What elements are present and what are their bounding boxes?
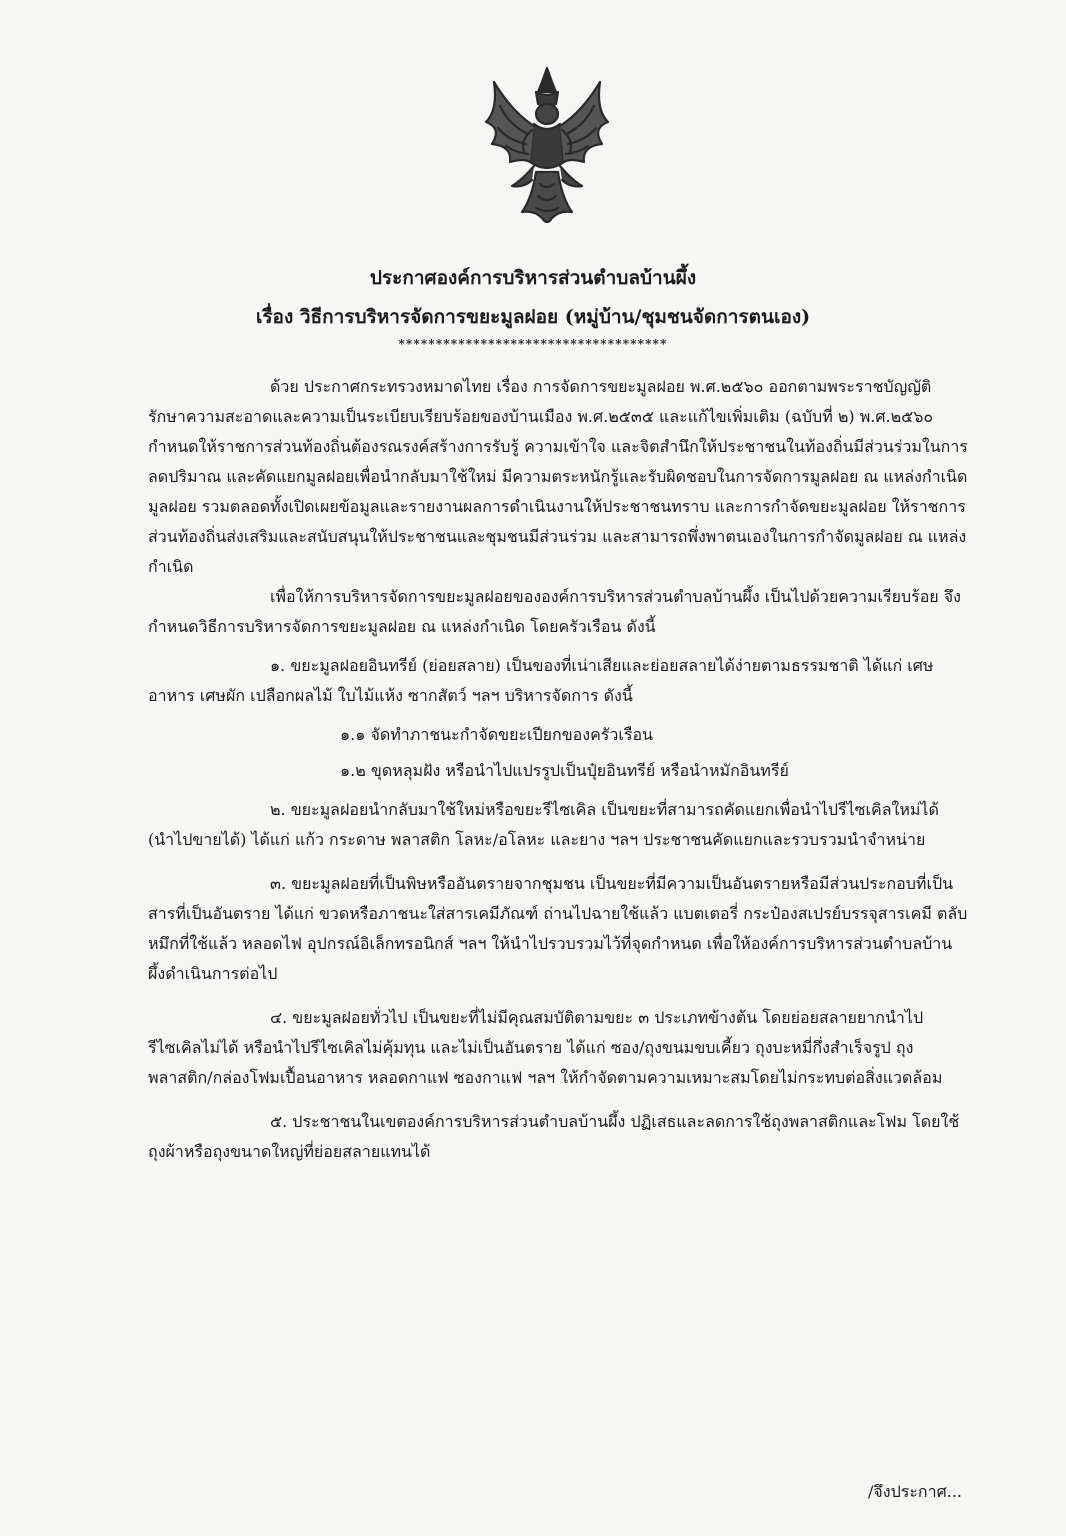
item-1: ๑. ขยะมูลฝอยอินทรีย์ (ย่อยสลาย) เป็นของที่เน่าเสียและย่อยสลายได้ง่ายตามธรรมชาติ ได้แก่ เศษอาหาร เศษผัก เปลือกผลไม้ ใบไม้แห้ง ซากสัตว์ ฯลฯ บริหารจัดการ ดังนี้ [148,656,934,705]
item-3: ๓. ขยะมูลฝอยที่เป็นพิษหรืออันตรายจากชุมชน เป็นขยะที่มีความเป็นอันตรายหรือมีส่วนประกอบที่เป็นสารที่เป็นอันตราย ได้แก่ ขวดหรือภาชนะใส่สารเคมีภัณฑ์ ถ่านไปฉายใช้แล้ว แบตเตอรี่ กระป๋องสเปรย์บรรจุสารเคมี ตลับหมึกที่ใช้แล้ว หลอดไฟ อุปกรณ์อิเล็กทรอนิกส์ ฯลฯ ให้นำไปรวบรวมไว้ที่จุดกำหนด เพื่อให้องค์การบริหารส่วนตำบลบ้านผึ้งดำเนินการต่อไป [148,874,968,983]
item-5: ๕. ประชาชนในเขตองค์การบริหารส่วนตำบลบ้านผึ้ง ปฏิเสธและลดการใช้ถุงพลาสติกและโฟม โดยใช้ถุงผ้าหรือถุงขนาดใหญ่ที่ย่อยสลายแทนได้ [148,1112,960,1161]
announcement-subject: เรื่อง วิธีการบริหารจัดการขยะมูลฝอย (หมู่บ้าน/ชุมชนจัดการตนเอง) [255,306,811,328]
title-separator: ************************************ [398,337,668,351]
garuda-emblem-icon [472,62,622,232]
item-1-2: ๑.๒ ขุดหลุมฝัง หรือนำไปแปรรูปเป็นปุ๋ยอินทรีย์ หรือนำหมักอินทรีย์ [340,761,789,780]
item-1-1: ๑.๑ จัดทำภาชนะกำจัดขยะเปียกของครัวเรือน [340,725,653,744]
intro-paragraph: ด้วย ประกาศกระทรวงหมาดไทย เรื่อง การจัดการขยะมูลฝอย พ.ศ.๒๕๖๐ ออกตามพระราชบัญญัติรักษาความสะอาดและความเป็นระเบียบเรียบร้อยของบ้านเมือง พ.ศ.๒๕๓๕ และแก้ไขเพิ่มเติม (ฉบับที่ ๒) พ.ศ.๒๕๖๐ กำหนดให้ราชการส่วนท้องถิ่นต้องรณรงค์สร้างการรับรู้ ความเข้าใจ และจิตสำนึกให้ประชาชนในท้องถิ่นมีส่วนร่วมในการลดปริมาณ และคัดแยกมูลฝอยเพื่อนำกลับมาใช้ใหม่ มีความตระหนักรู้และรับผิดชอบในการจัดการมูลฝอย ณ แหล่งกำเนิดมูลฝอย รวมตลอดทั้งเปิดเผยข้อมูลและรายงานผลการดำเนินงานให้ประชาชนทราบ และการกำจัดขยะมูลฝอย ให้ราชการส่วนท้องถิ่นส่งเสริมและสนับสนุนให้ประชาชนและชุมชนมีส่วนร่วม และสามารถพึ่งพาตนเองในการกำจัดมูลฝอย ณ แหล่งกำเนิด [148,377,968,576]
announcement-title: ประกาศองค์การบริหารส่วนตำบลบ้านผึ้ง [369,267,697,289]
item-2: ๒. ขยะมูลฝอยนำกลับมาใช้ใหม่หรือขยะรีไซเคิล เป็นขยะที่สามารถคัดแยกเพื่อนำไปรีไซเคิลใหม่ได้ (นำไปขายได้) ได้แก่ แก้ว กระดาษ พลาสติก โลหะ/อโลหะ และยาง ฯลฯ ประชาชนคัดแยกและรวบรวมนำจำหน่าย [148,800,939,849]
purpose-paragraph: เพื่อให้การบริหารจัดการขยะมูลฝอยขององค์การบริหารส่วนตำบลบ้านผึ้ง เป็นไปด้วยความเรียบร้อย จึงกำหนดวิธีการบริหารจัดการขยะมูลฝอย ณ แหล่งกำเนิด โดยครัวเรือน ดังนี้ [148,587,961,636]
continued-marker: /จึงประกาศ... [867,1482,962,1501]
announcement-body [148,372,968,1167]
item-4: ๔. ขยะมูลฝอยทั่วไป เป็นขยะที่ไม่มีคุณสมบัติตามขยะ ๓ ประเภทข้างต้น โดยย่อยสลายยากนำไปรีไซเคิลไม่ได้ หรือนำไปรีไซเคิลไม่คุ้มทุน และไม่เป็นอันตราย ได้แก่ ซอง/ถุงขนมขบเคี้ยว ถุงบะหมี่กึ่งสำเร็จรูป ถุงพลาสติก/กล่องโฟมเปื้อนอาหาร หลอดกาแฟ ซองกาแฟ ฯลฯ ให้กำจัดตามความเหมาะสมโดยไม่กระทบต่อสิ่งแวดล้อม [148,1008,943,1087]
